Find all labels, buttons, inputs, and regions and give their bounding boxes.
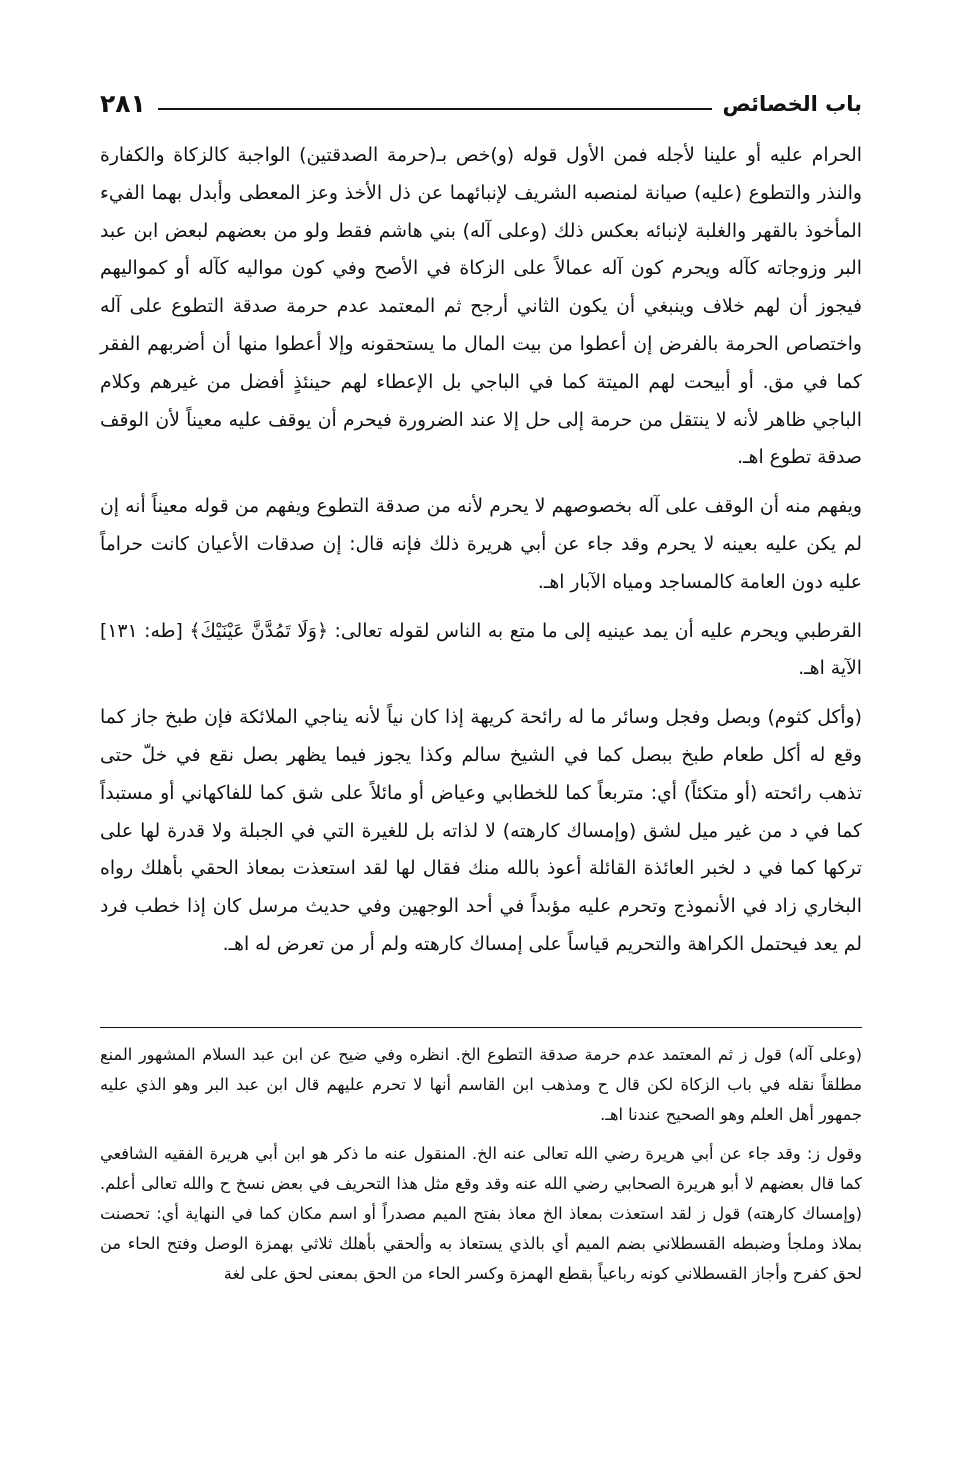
footnote-1: (وعلى آله) قول ز ثم المعتمد عدم حرمة صدقة التطوع الخ. انظره وفي ضيح عن ابن عبد السلام المشهور المنع مطلقاً نقله في باب الزكاة لكن قال ح ومذهب ابن القاسم أنها لا تحرم عليهم قال ابن عبد البر وهو الذي عليه جمهور أهل العلم وهو الصحيح عندنا اهـ. bbox=[100, 1045, 862, 1124]
footnote-2: وقول ز: وقد جاء عن أبي هريرة رضي الله تعالى عنه الخ. المنقول عنه ما ذكر هو ابن أبي هريرة الفقيه الشافعي كما قال بعضهم لا أبو هريرة الصحابي رضي الله عنه وقد وقع مثل هذا التحريف في بعض نسخ ح والله تعالى أعلم. (وإمساك كارهته) قول ز لقد استعذت بمعاذ الخ معاذ بفتح الميم مصدراً أو اسم مكان كما في النهاية أي: تحصنت بملاذ وملجأ وضبطه القسطلاني بضم الميم أي بالذي يستعاذ به وألحقي بأهلك ثلاثي بهمزة الوصل وفتح الحاء من لحق كفرح وأجاز القسطلاني كونه رباعياً بقطع الهمزة وكسر الحاء من الحق بمعنى لحق على لغة bbox=[100, 1144, 862, 1283]
page-header bbox=[100, 78, 862, 118]
paragraph-2: ويفهم منه أن الوقف على آله بخصوصهم لا يحرم لأنه من صدقة التطوع ويفهم من قوله معيناً أنه إن لم يكن عليه بعينه لا يحرم وقد جاء عن أبي هريرة ذلك فإنه قال: إن صدقات الأعيان كانت حراماً عليه دون العامة كالمساجد ومياه الآبار اهـ. bbox=[100, 496, 862, 593]
paragraph-3: القرطبي ويحرم عليه أن يمد عينيه إلى ما متع به الناس لقوله تعالى: ﴿وَلَا تَمُدَّنَّ عَيْنَيْكَ﴾ [طه: ١٣١] الآية اهـ. bbox=[100, 620, 862, 680]
paragraph-4: (وأكل كثوم) وبصل وفجل وسائر ما له رائحة كريهة إذا كان نياً لأنه يناجي الملائكة فإن طبخ جاز كما وقع له أكل طعام طبخ ببصل كما في الشيخ سالم وكذا يجوز فيما يظهر بصل نقع في خلّ حتى تذهب رائحته (أو متكئاً) أي: متربعاً كما للخطابي وعياض أو مائلاً على شق كما للفاكهاني أو مستبداً كما في د من غير ميل لشق (وإمساك كارهته) لا لذاته بل للغيرة التي في الجبلة ولا قدرة لها على تركها كما في د لخبر العائذة القائلة أعوذ بالله منك فقال لها لقد استعذت بمعاذ الحقي بأهلك رواه البخاري زاد في الأنموذج وتحرم عليه مؤبداً في أحد الوجهين وفي حديث مرسل كان إذا خطب فرد لم يعد فيحتمل الكراهة والتحريم قياساً على إمساك كارهته ولم أر من تعرض له اهـ. bbox=[100, 707, 862, 955]
footnotes bbox=[100, 1040, 862, 1298]
paragraph-1: الحرام عليه أو علينا لأجله فمن الأول قوله (و)خص بـ(حرمة الصدقتين) الواجبة كالزكاة والكفارة والنذر والتطوع (عليه) صيانة لمنصبه الشريف لإنبائهما عن ذل الأخذ وعز المعطى وأبدل بهما الفيء المأخوذ بالقهر والغلبة لإنبائه بعكس ذلك (وعلى آله) بني هاشم فقط ولو من بعضهم لبعض ابن عبد البر وزوجاته كآله ويحرم كون آله عمالاً على الزكاة في الأصح وفي كون مواليه كآله أو كمواليهم فيجوز أن لهم خلاف وينبغي أن يكون الثاني أرجح ثم المعتمد عدم حرمة صدقة التطوع على آله واختصاص الحرمة بالفرض إن أعطوا من بيت المال ما يستحقونه وإلا أعطوا منها أن أضربهم الفقر كما في مق. أو أبيحت لهم الميتة كما في الباجي بل الإعطاء لهم حينئذٍ أفضل من غيرهم وكلام الباجي ظاهر لأنه لا ينتقل من حرمة إلى حل إلا عند الضرورة فيحرم أن يوقف عليه معيناً لأن الوقف صدقة تطوع اهـ. bbox=[100, 145, 862, 469]
running-title: باب الخصائص bbox=[722, 92, 862, 116]
main-text bbox=[100, 137, 862, 975]
page-number: ٢٨١ bbox=[100, 89, 146, 118]
footnote-divider bbox=[100, 1027, 862, 1028]
header-rule bbox=[158, 108, 713, 110]
